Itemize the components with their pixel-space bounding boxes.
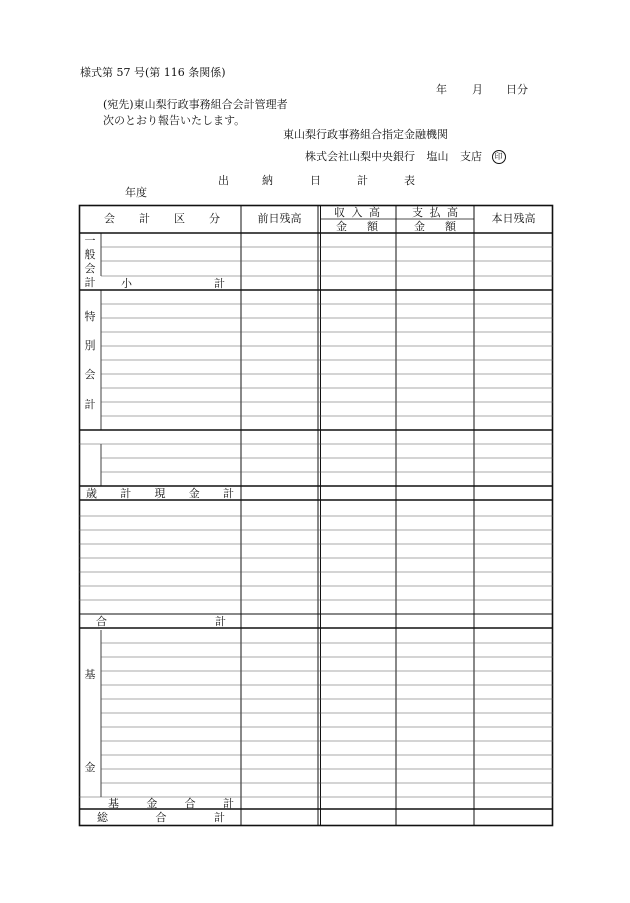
general-account-char: 一 xyxy=(84,234,96,247)
total-char: 合 xyxy=(96,615,107,628)
institution-label: 東山梨行政事務組合指定金融機関 xyxy=(283,128,448,141)
title-char: 計 xyxy=(357,174,368,187)
fund-total-char: 金 xyxy=(146,797,158,810)
amount-char: 額 xyxy=(445,220,456,233)
addressee: (宛先)東山梨行政事務組合会計管理者 xyxy=(103,98,288,111)
annual-cash-total-char: 現 xyxy=(154,487,166,500)
bank-name: 株式会社山梨中央銀行 xyxy=(305,150,415,163)
special-account-char: 別 xyxy=(84,339,96,352)
annual-cash-total-char: 金 xyxy=(188,487,200,500)
fund-total-char: 基 xyxy=(108,797,119,810)
category-header-char: 区 xyxy=(174,212,185,225)
annual-cash-total-label xyxy=(86,487,234,500)
income-header xyxy=(334,206,380,219)
annual-cash-total-char: 計 xyxy=(223,487,234,500)
date-day: 日分 xyxy=(506,83,528,96)
title-char: 納 xyxy=(262,174,273,187)
previous-balance-header: 前日残高 xyxy=(257,212,302,225)
fund-total-label xyxy=(108,797,234,810)
title-char: 日 xyxy=(310,174,321,187)
grand-total-char: 合 xyxy=(155,811,167,824)
fund-char: 金 xyxy=(84,761,96,774)
category-header-char: 会 xyxy=(104,212,115,225)
payment-header xyxy=(412,206,458,219)
amount-char: 金 xyxy=(336,220,347,233)
category-header xyxy=(104,212,220,225)
category-header-char: 分 xyxy=(209,212,220,225)
fund-total-char: 合 xyxy=(184,797,196,810)
seal-mark: 印 xyxy=(492,150,506,164)
grand-total-char: 計 xyxy=(214,811,225,824)
payment-header-char: 支 xyxy=(412,206,423,219)
annual-cash-total-char: 計 xyxy=(120,487,132,500)
annual-cash-total-char: 歳 xyxy=(86,487,97,500)
payment-amount-header xyxy=(414,220,456,233)
income-header-char: 収 xyxy=(334,206,345,219)
special-account-char: 会 xyxy=(84,368,96,381)
general-account-char: 会 xyxy=(84,262,96,275)
grand-total-label xyxy=(97,811,225,824)
general-account-char: 般 xyxy=(84,248,96,261)
subtotal-label xyxy=(121,277,225,290)
subtotal-char: 計 xyxy=(214,277,225,290)
bank-branch: 支店 xyxy=(460,150,482,163)
fund-total-char: 計 xyxy=(222,797,234,810)
title-char: 表 xyxy=(404,174,415,187)
grand-total-char: 総 xyxy=(97,811,108,824)
payment-header-char: 高 xyxy=(447,206,458,219)
date-year: 年 xyxy=(436,83,447,96)
special-account-char: 計 xyxy=(84,398,96,411)
total-label xyxy=(96,615,226,628)
total-char: 計 xyxy=(215,615,226,628)
date-month: 月 xyxy=(472,83,483,96)
title-char: 出 xyxy=(218,174,229,187)
fund-char: 基 xyxy=(84,668,96,681)
intro-text: 次のとおり報告いたします。 xyxy=(103,114,246,127)
general-account-char: 計 xyxy=(84,276,96,289)
bank-branch-place: 塩山 xyxy=(426,150,449,163)
form-number: 様式第 57 号(第 116 条関係) xyxy=(80,66,226,79)
income-amount-header xyxy=(336,220,378,233)
amount-char: 額 xyxy=(367,220,378,233)
payment-header-char: 払 xyxy=(429,206,441,219)
income-header-char: 入 xyxy=(351,206,363,219)
special-account-char: 特 xyxy=(84,310,96,323)
fiscal-year: 年度 xyxy=(125,186,147,199)
category-header-char: 計 xyxy=(139,212,150,225)
subtotal-char: 小 xyxy=(121,277,132,290)
today-balance-header: 本日残高 xyxy=(491,212,536,225)
amount-char: 金 xyxy=(414,220,425,233)
income-header-char: 高 xyxy=(369,206,380,219)
